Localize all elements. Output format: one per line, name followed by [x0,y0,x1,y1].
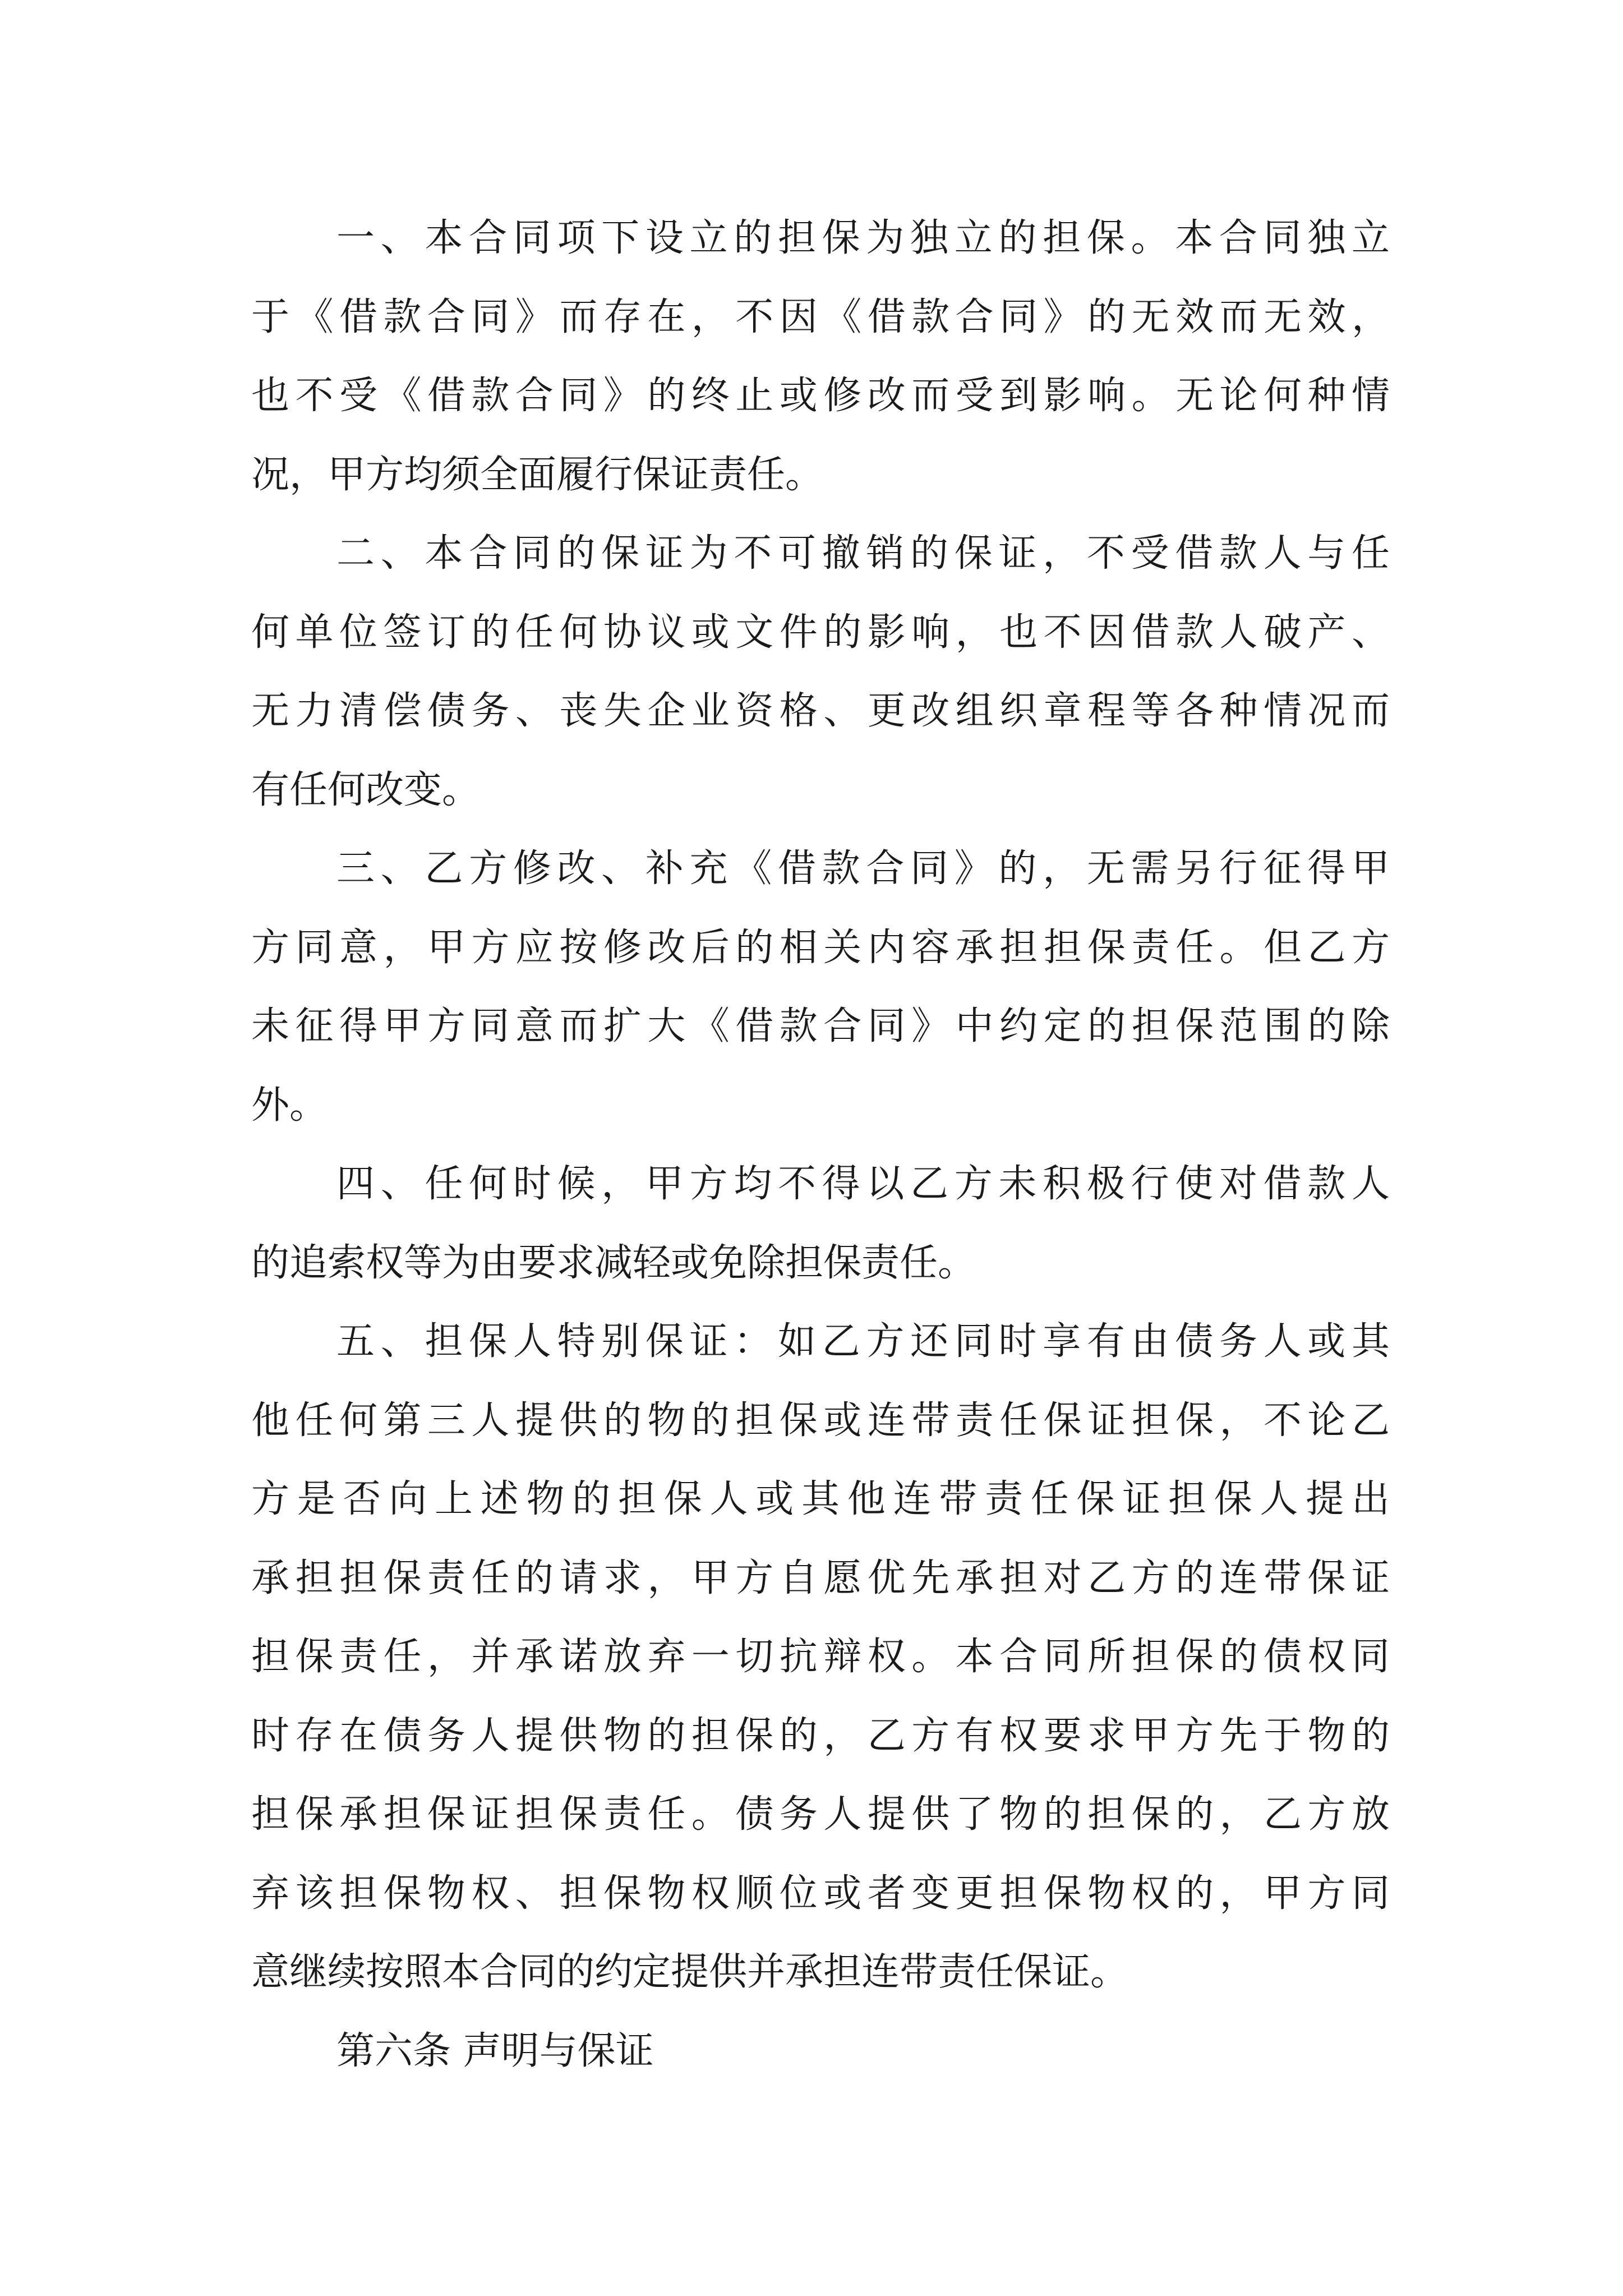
clause-line: 方是否向上述物的担保人或其他连带责任保证担保人提出 [251,1477,1390,1521]
clause-line: 他任何第三人提供的物的担保或连带责任保证担保，不论乙 [251,1398,1390,1443]
clause-line: 于《借款合同》而存在，不因《借款合同》的无效而无效， [251,295,1390,339]
clause-5 [251,1311,1390,2021]
clause-line: 二、本合同的保证为不可撤销的保证，不受借款人与任 [336,531,1390,576]
article-heading: 第六条 声明与保证 [336,2028,654,2073]
clause-3 [251,838,1390,1153]
clause-line: 弃该担保物权、担保物权顺位或者变更担保物权的，甲方同 [251,1871,1390,1916]
clause-line: 一、本合同项下设立的担保为独立的担保。本合同独立 [336,216,1390,260]
clause-line: 未征得甲方同意而扩大《借款合同》中约定的担保范围的除 [251,1004,1390,1048]
clause-line: 方同意，甲方应按修改后的相关内容承担担保责任。但乙方 [251,925,1390,970]
clause-line: 承担担保责任的请求，甲方自愿优先承担对乙方的连带保证 [251,1556,1390,1600]
clause-line: 三、乙方修改、补充《借款合同》的，无需另行征得甲 [336,846,1390,891]
clause-line: 担保承担保证担保责任。债务人提供了物的担保的，乙方放 [251,1792,1390,1837]
clause-line: 有任何改变。 [251,767,481,812]
clause-line: 的追索权等为由要求减轻或免除担保责任。 [251,1240,976,1285]
clause-line: 无力清偿债务、丧失企业资格、更改组织章程等各种情况而 [251,689,1390,733]
clause-line: 何单位签订的任何协议或文件的影响，也不因借款人破产、 [251,610,1390,655]
clause-line: 况，甲方均须全面履行保证责任。 [251,452,824,497]
clause-line: 也不受《借款合同》的终止或修改而受到影响。无论何种情 [251,374,1390,418]
clause-1 [251,208,1390,523]
clause-2 [251,523,1390,838]
document-body [251,208,1390,2099]
clause-4 [251,1153,1390,1311]
clause-line: 意继续按照本合同的约定提供并承担连带责任保证。 [251,1950,1129,1994]
clause-line: 五、担保人特别保证：如乙方还同时享有由债务人或其 [336,1319,1390,1364]
clause-line: 四、任何时候，甲方均不得以乙方未积极行使对借款人 [336,1162,1390,1206]
clause-line: 外。 [251,1083,328,1128]
clause-line: 担保责任，并承诺放弃一切抗辩权。本合同所担保的债权同 [251,1635,1390,1679]
clause-line: 时存在债务人提供物的担保的，乙方有权要求甲方先于物的 [251,1713,1390,1758]
